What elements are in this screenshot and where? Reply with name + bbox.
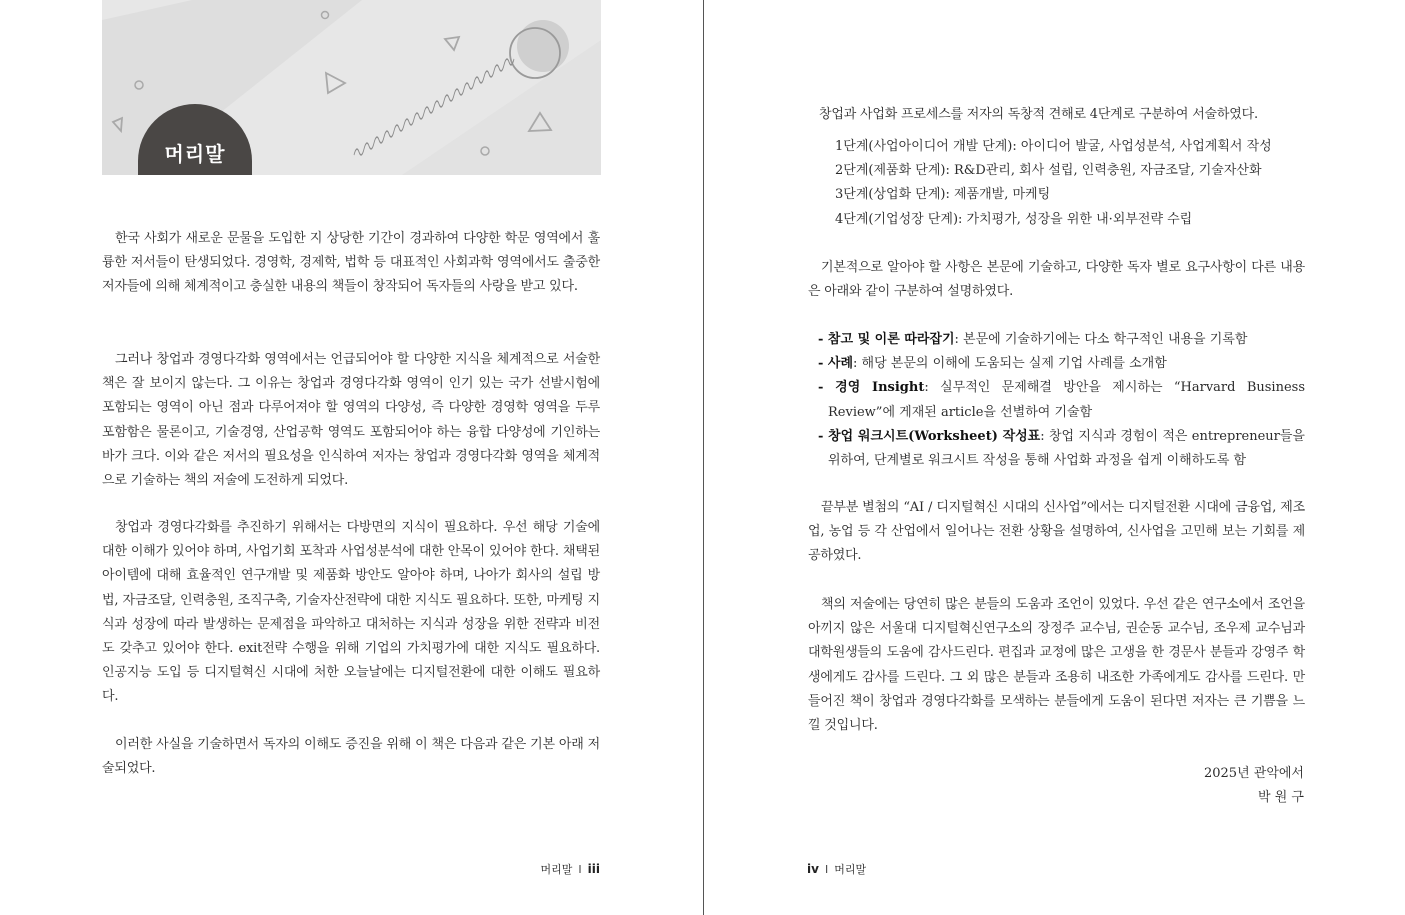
feature-term: - 사례 xyxy=(818,356,854,372)
page-number: iv xyxy=(807,862,819,876)
folio-label: 머리말 xyxy=(540,863,573,876)
paragraph-purpose: 이러한 사실을 기술하면서 독자의 이해도 증진을 위해 이 책은 다음과 같은 기본 아래 저술되었다. xyxy=(102,737,600,777)
feature-item xyxy=(818,376,1305,424)
page-number: iii xyxy=(587,862,600,876)
feature-term: - 창업 워크시트(Worksheet) 작성표 xyxy=(818,428,1041,444)
feature-item xyxy=(818,328,1305,352)
feature-desc: : 해당 본문의 이해에 도움되는 실제 기업 사례를 소개함 xyxy=(853,356,1167,372)
right-page xyxy=(704,0,1405,915)
step-item: 4단계(기업성장 단계): 가치평가, 성장을 위한 내·외부전략 수립 xyxy=(835,211,1193,227)
paragraph-intro: 한국 사회가 새로운 문물을 도입한 지 상당한 기간이 경과하여 다양한 학문 영역에서 훌륭한 저서들이 탄생되었다. 경영학, 경제학, 법학 등 대표적인 사회과학 영역에서도 출중한 저자들에 의해 체계적이고 충실한 내용의 책들이 창작되어 독자들의 사랑을 받고 있다. xyxy=(102,231,600,295)
feature-item xyxy=(818,425,1305,473)
folio-separator: I xyxy=(578,863,582,876)
folio-separator: I xyxy=(824,863,829,876)
feature-list xyxy=(818,328,1305,473)
folio-label: 머리말 xyxy=(834,863,867,876)
step-item: 1단계(사업아이디어 개발 단계): 아이디어 발굴, 사업성분석, 사업계획서 작성 xyxy=(835,139,1272,154)
feature-item xyxy=(818,352,1305,376)
step-item: 2단계(제품화 단계): R&D관리, 회사 설립, 인력충원, 자금조달, 기술자산화 xyxy=(835,163,1262,179)
feature-term: - 참고 및 이론 따라잡기 xyxy=(818,332,955,347)
feature-desc: : 실무적인 문제해결 방안을 제시하는 “Harvard Business Review”에 게재된 article을 선별하여 기술함 xyxy=(828,380,1305,420)
paragraph-appendix: 끝부분 별첨의 “AI / 디지털혁신 시대의 신사업”에서는 디지털전환 시대에 금융업, 제조업, 농업 등 각 산업에서 일어나는 전환 상황을 설명하여, 신사업을 고민해 보는 기회를 제공하였다. xyxy=(808,500,1305,564)
paragraph-thanks: 책의 저술에는 당연히 많은 분들의 도움과 조언이 있었다. 우선 같은 연구소에서 조언을 아끼지 않은 서울대 디지털혁신연구소의 장정주 교수님, 권순동 교수님, 조우제 교수님과 대학원생들의 도움에 감사드린다. 편집과 교정에 많은 고생을 한 경문사 분들과 강영주 학생에게도 감사를 드린다. 그 외 많은 분들과 조용히 내조한 가족에게도 감사를 드린다. 만들어진 책이 창업과 경영다각화를 모색하는 분들에게 도움이 된다면 저자는 큰 기쁨을 느낄 것입니다. xyxy=(808,597,1305,734)
feature-desc: : 본문에 기술하기에는 다소 학구적인 내용을 기록함 xyxy=(954,332,1248,347)
signature-place: 2025년 관악에서 xyxy=(1203,766,1304,781)
signature-name: 박 원 구 xyxy=(1258,790,1304,805)
paragraph-problem: 그러나 창업과 경영다각화 영역에서는 언급되어야 할 다양한 지식을 체계적으로 서술한 책은 잘 보이지 않는다. 그 이유는 창업과 경영다각화 영역이 인기 있는 국가 선발시험에 포함되는 영역이 아닌 점과 다루어져야 할 영역의 다양성, 즉 다양한 경영학 영역을 두루 포함함은 물론이고, 기술경영, 산업공학 영역도 포함되어야 하는 융합 다양성에 기인하는 바가 크다. 이와 같은 저서의 필요성을 인식하여 저자는 창업과 경영다각화 영역을 체계적으로 기술하는 책의 저술에 도전하게 되었다. xyxy=(102,352,600,489)
paragraph-knowledge: 창업과 경영다각화를 추진하기 위해서는 다방면의 지식이 필요하다. 우선 해당 기술에 대한 이해가 있어야 하며, 사업기회 포착과 사업성분석에 대한 안목이 있어야 한다. 채택된 아이템에 대해 효율적인 연구개발 및 제품화 방안도 알아야 하며, 나아가 회사의 설립 방법, 자금조달, 인력충원, 조직구축, 기술자산전략에 대한 지식도 필요하다. 또한, 마케팅 지식과 성장에 따라 발생하는 문제점을 파악하고 대처하는 지식과 성장을 위한 전략과 비전도 갖추고 있어야 한다. exit전략 수행을 위해 기업의 가치평가에 대한 지식도 필요하다. 인공지능 도입 등 디지털혁신 시대에 처한 오늘날에는 디지털전환에 대한 이해도 필요하다. xyxy=(102,520,600,705)
feature-term: - 경영 Insight xyxy=(818,380,925,396)
step-item: 3단계(상업화 단계): 제품개발, 마케팅 xyxy=(835,187,1051,203)
paragraph-basic: 기본적으로 알아야 할 사항은 본문에 기술하고, 다양한 독자 별로 요구사항이 다른 내용은 아래와 같이 구분하여 설명하였다. xyxy=(808,260,1305,300)
chapter-banner xyxy=(102,0,601,175)
feature-desc: : 창업 지식과 경험이 적은 entrepreneur들을 위하여, 단계별로 워크시트 작성을 통해 사업화 과정을 쉽게 이해하도록 함 xyxy=(828,428,1305,469)
page-folio-left xyxy=(541,861,600,877)
paragraph-process: 창업과 사업화 프로세스를 저자의 독창적 견해로 4단계로 구분하여 서술하였다. xyxy=(819,107,1258,122)
page-folio-right xyxy=(807,861,866,877)
step-list xyxy=(835,135,1272,232)
chapter-title: 머리말 xyxy=(138,104,252,175)
